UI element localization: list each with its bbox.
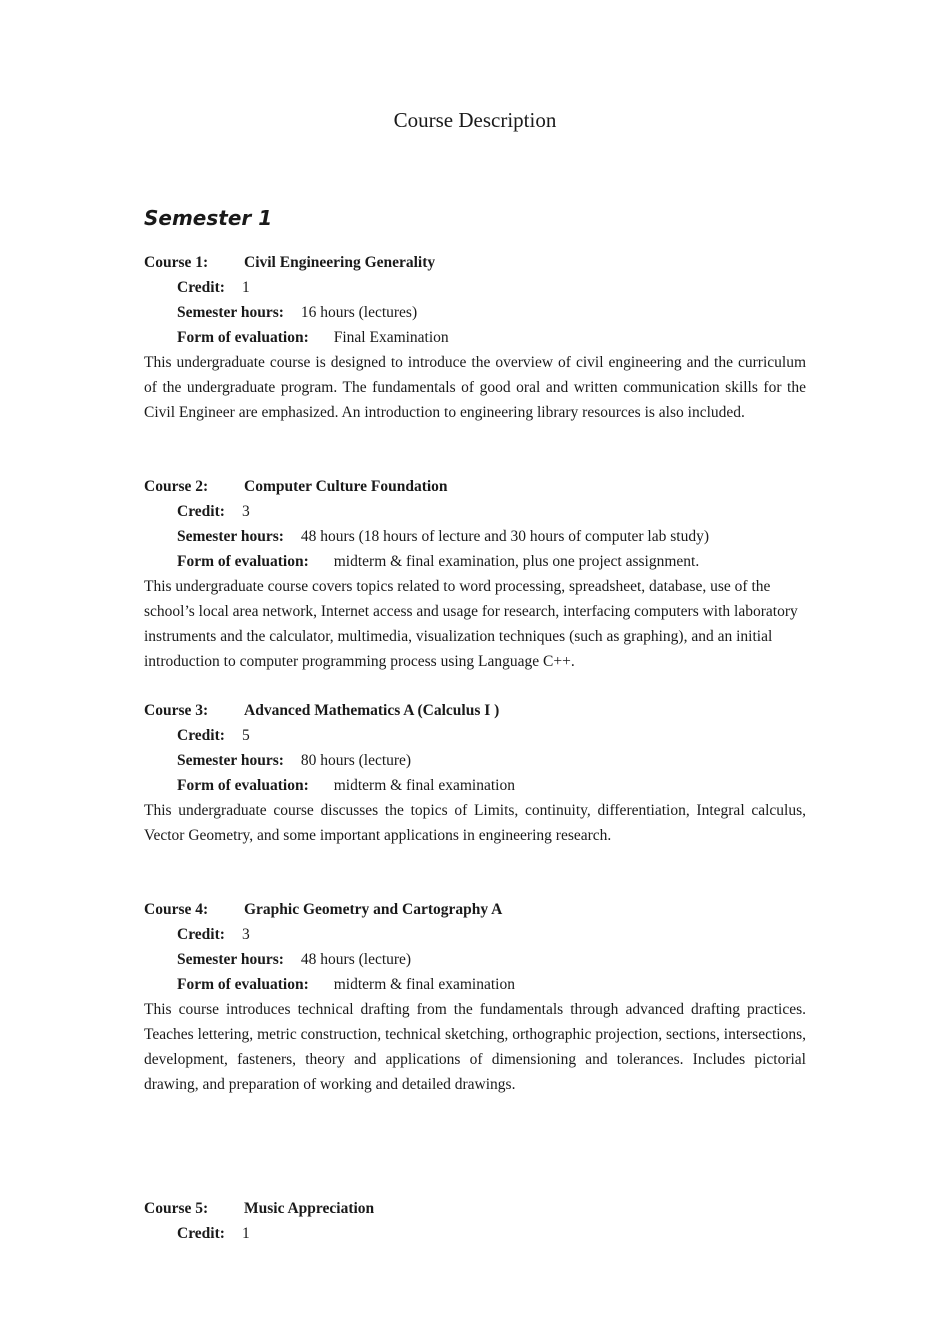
page-title: Course Description — [393, 108, 557, 132]
evaluation-label: Form of evaluation: — [177, 777, 309, 794]
credit-row — [144, 723, 806, 748]
course-name: Civil Engineering Generality — [244, 254, 436, 271]
course-header — [144, 474, 806, 499]
credit-label: Credit: — [177, 279, 225, 296]
hours-label: Semester hours: — [177, 752, 284, 769]
credit-value: 5 — [241, 727, 250, 744]
credit-value: 1 — [241, 1225, 250, 1242]
course-name: Computer Culture Foundation — [244, 478, 448, 495]
course-description: This undergraduate course covers topics related to word processing, spreadsheet, database, use of the school’s local area network, Internet access and usage for research, interfacing computers with laboratory instruments and the calculator, multimedia, visualization techniques (such as graphing), and an initial introduction to computer programming process using Language C++. — [144, 578, 798, 670]
credit-row — [144, 499, 806, 524]
credit-label: Credit: — [177, 926, 225, 943]
hours-row — [144, 947, 806, 972]
hours-label: Semester hours: — [177, 304, 284, 321]
hours-label: Semester hours: — [177, 951, 284, 968]
course-1 — [144, 250, 806, 425]
course-number: Course 3: — [144, 702, 209, 719]
evaluation-value: midterm & final examination, plus one project assignment. — [333, 553, 700, 570]
course-header — [144, 1196, 806, 1221]
hours-value: 80 hours (lecture) — [300, 752, 412, 769]
hours-value: 48 hours (18 hours of lecture and 30 hours of computer lab study) — [300, 528, 709, 545]
credit-value: 3 — [241, 503, 250, 520]
hours-row — [144, 300, 806, 325]
hours-row — [144, 524, 806, 549]
credit-label: Credit: — [177, 503, 225, 520]
evaluation-row — [144, 773, 806, 798]
course-header — [144, 698, 806, 723]
course-description: This course introduces technical drafting from the fundamentals through advanced drafting practices. Teaches lettering, metric construction, technical sketching, orthographic projection, sections, intersections, development, fasteners, theory and applications of dimensioning and tolerances. Includes pictorial drawing, and preparation of working and detailed drawings. — [144, 1001, 806, 1093]
hours-value: 16 hours (lectures) — [300, 304, 418, 321]
evaluation-value: Final Examination — [333, 329, 449, 346]
course-name: Graphic Geometry and Cartography A — [244, 901, 503, 918]
course-header — [144, 250, 806, 275]
evaluation-label: Form of evaluation: — [177, 553, 309, 570]
hours-label: Semester hours: — [177, 528, 284, 545]
evaluation-value: midterm & final examination — [333, 976, 515, 993]
course-description: This undergraduate course is designed to introduce the overview of civil engineering and the curriculum of the undergraduate program. The fundamentals of good oral and written communication skills for the Civil Engineer are emphasized. An introduction to engineering library resources is also included. — [144, 354, 806, 421]
course-number: Course 4: — [144, 901, 209, 918]
credit-label: Credit: — [177, 1225, 225, 1242]
semester-heading: Semester 1 — [144, 206, 273, 230]
hours-value: 48 hours (lecture) — [300, 951, 412, 968]
course-number: Course 5: — [144, 1200, 209, 1217]
evaluation-row — [144, 549, 806, 574]
course-2 — [144, 474, 806, 674]
course-header — [144, 897, 806, 922]
evaluation-value: midterm & final examination — [333, 777, 515, 794]
course-4 — [144, 897, 806, 1097]
course-name: Advanced Mathematics A (Calculus I ) — [244, 702, 500, 719]
credit-row — [144, 275, 806, 300]
evaluation-row — [144, 325, 806, 350]
credit-value: 1 — [241, 279, 250, 296]
hours-row — [144, 748, 806, 773]
credit-value: 3 — [241, 926, 250, 943]
course-3 — [144, 698, 806, 848]
evaluation-row — [144, 972, 806, 997]
course-number: Course 2: — [144, 478, 209, 495]
course-5 — [144, 1196, 806, 1246]
credit-row — [144, 1221, 806, 1246]
course-number: Course 1: — [144, 254, 209, 271]
credit-label: Credit: — [177, 727, 225, 744]
course-name: Music Appreciation — [244, 1200, 375, 1217]
credit-row — [144, 922, 806, 947]
course-description: This undergraduate course discusses the topics of Limits, continuity, differentiation, Integral calculus, Vector Geometry, and some important applications in engineering research. — [144, 802, 806, 844]
evaluation-label: Form of evaluation: — [177, 976, 309, 993]
evaluation-label: Form of evaluation: — [177, 329, 309, 346]
